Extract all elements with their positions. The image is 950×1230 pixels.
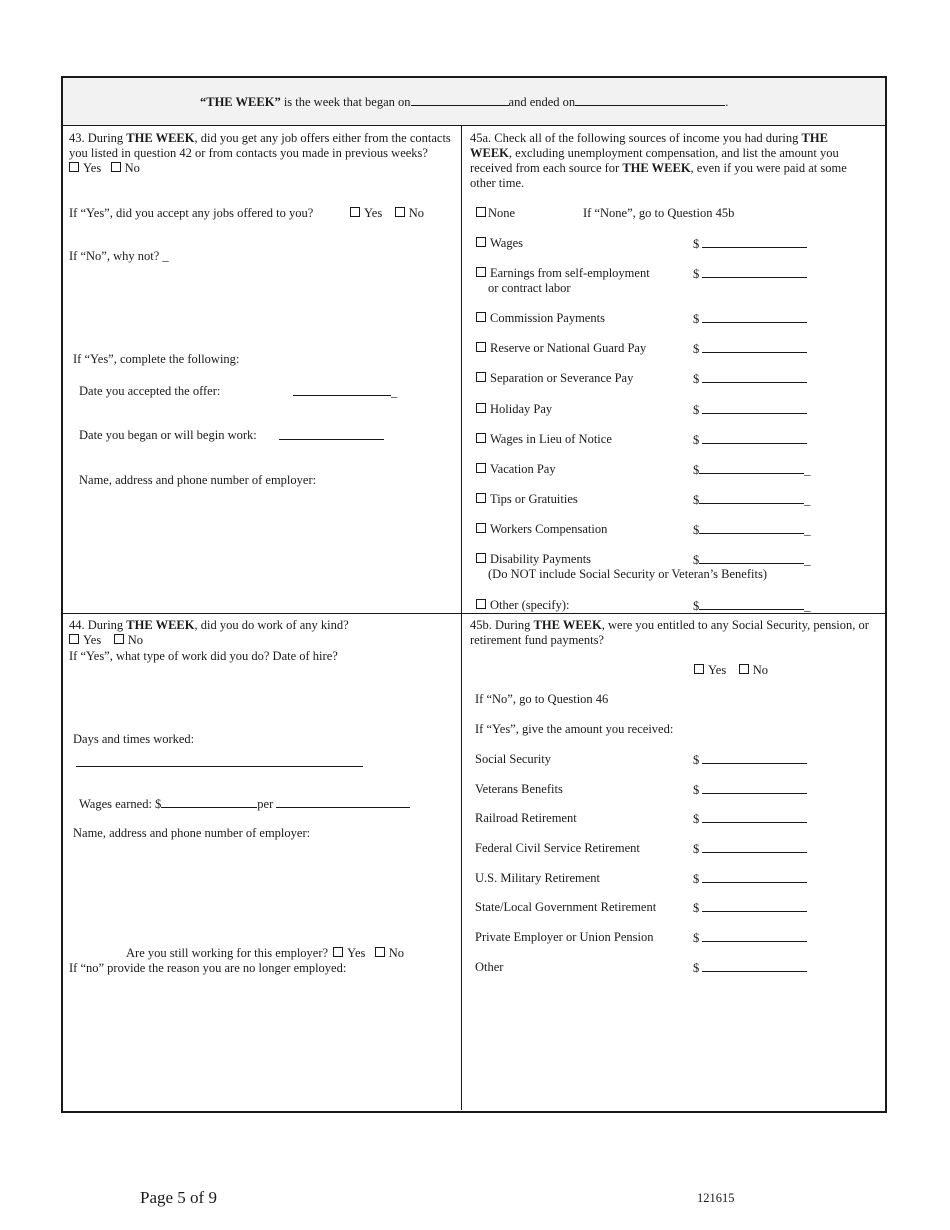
currency-symbol: $: [693, 493, 700, 507]
q43-question: 43. During THE WEEK, did you get any job offers either from the contacts you listed in question 42 or from contacts you made in previous weeks? Yes No: [69, 131, 451, 175]
q45b-benefit-amount[interactable]: [693, 782, 807, 798]
began-text: is the week that began on: [283, 95, 411, 109]
q44-still-working-no-checkbox[interactable]: [375, 947, 385, 957]
q43-accept-question: If “Yes”, did you accept any jobs offered to you?: [69, 206, 314, 220]
q43-date-began-label: Date you began or will begin work:: [79, 428, 257, 442]
q44-employer-info: Name, address and phone number of employer:: [73, 826, 311, 840]
q45a-item-label: Other (specify):: [490, 598, 570, 612]
q45a-question: 45a. Check all of the following sources of income you had during THE WEEK, excluding unemployment compensation, and list the amount you received from each source for THE WEEK, even if you were paid at some other time.: [470, 131, 847, 190]
q45a-none-option[interactable]: None: [476, 206, 515, 221]
amount-field-tail: _: [804, 523, 811, 537]
currency-symbol: $: [693, 783, 700, 797]
q45a-item-label: Earnings from self-employment: [490, 266, 650, 280]
q45b-if-no: If “No”, go to Question 46: [475, 692, 609, 706]
currency-symbol: $: [693, 342, 700, 356]
q45b-benefit-label: U.S. Military Retirement: [475, 871, 600, 885]
q45a-item-label: Tips or Gratuities: [490, 492, 578, 506]
amount-field-line[interactable]: [702, 341, 807, 353]
amount-field-line[interactable]: [702, 371, 807, 383]
q43-date-accepted-label: Date you accepted the offer:: [79, 384, 221, 398]
q45a-item-amount[interactable]: [693, 371, 807, 387]
q43-no-checkbox[interactable]: [111, 162, 121, 172]
q45a-item-checkbox[interactable]: [476, 493, 486, 503]
q45a-item-amount[interactable]: [693, 402, 807, 418]
amount-field-line[interactable]: [699, 552, 804, 564]
q45a-item-checkbox[interactable]: [476, 553, 486, 563]
q44-still-working: Are you still working for this employer? Yes No: [126, 946, 405, 960]
q45b-benefit-amount[interactable]: [693, 752, 807, 768]
currency-symbol: $: [693, 842, 700, 856]
q44-question: 44. During THE WEEK, did you do work of any kind?: [69, 618, 349, 632]
page-number: Page 5 of 9: [140, 1188, 217, 1207]
q43-accept-no-checkbox[interactable]: [395, 207, 405, 217]
amount-field-line[interactable]: [702, 266, 807, 278]
ended-text: and ended on: [508, 95, 576, 109]
currency-symbol: $: [693, 872, 700, 886]
q45a-item-checkbox[interactable]: [476, 523, 486, 533]
q44-still-working-yes-checkbox[interactable]: [333, 947, 343, 957]
q45b-yes-checkbox[interactable]: [694, 664, 704, 674]
q45a-income-item: [476, 522, 607, 537]
amount-field-line[interactable]: [702, 432, 807, 444]
q45a-item-checkbox[interactable]: [476, 312, 486, 322]
amount-field-tail: _: [804, 599, 811, 613]
q45b-question: 45b. During THE WEEK, were you entitled to any Social Security, pension, or retirement fund payments?: [470, 618, 869, 647]
q45a-item-sublabel: (Do NOT include Social Security or Veteran’s Benefits): [488, 567, 767, 581]
week-label: “THE WEEK”: [200, 95, 281, 109]
q43-yes-checkbox[interactable]: [69, 162, 79, 172]
currency-symbol: $: [693, 753, 700, 767]
q45a-item-checkbox[interactable]: [476, 372, 486, 382]
q45a-item-amount[interactable]: [693, 552, 811, 568]
q43-date-began-field[interactable]: [279, 428, 384, 444]
week-began-field[interactable]: [411, 94, 509, 106]
amount-field-tail: _: [804, 553, 811, 567]
column-divider: [461, 126, 462, 1110]
q45a-item-amount[interactable]: [693, 522, 811, 538]
q45b-benefit-label: Other: [475, 960, 504, 974]
amount-field-line[interactable]: [699, 522, 804, 534]
amount-field-line[interactable]: [702, 871, 807, 883]
amount-field-line[interactable]: [702, 752, 807, 764]
q45a-item-label: Commission Payments: [490, 311, 605, 325]
q45a-none-instruction: If “None”, go to Question 45b: [583, 206, 735, 220]
q45a-item-checkbox[interactable]: [476, 463, 486, 473]
currency-symbol: $: [693, 372, 700, 386]
q45a-item-label: Wages in Lieu of Notice: [490, 432, 612, 446]
amount-field-line[interactable]: [702, 900, 807, 912]
amount-field-line[interactable]: [702, 841, 807, 853]
amount-field-line[interactable]: [699, 492, 804, 504]
q45a-item-label: Reserve or National Guard Pay: [490, 341, 647, 355]
amount-field-line[interactable]: [702, 960, 807, 972]
currency-symbol: $: [693, 599, 700, 613]
q44-wages-earned: Wages earned: $ per: [79, 796, 410, 812]
q45a-income-item: [476, 462, 556, 477]
currency-symbol: $: [693, 553, 700, 567]
q45a-income-item: [476, 236, 523, 251]
q45a-item-amount[interactable]: [693, 462, 811, 478]
q44-days-times-field[interactable]: [76, 754, 363, 767]
amount-field-line[interactable]: [702, 236, 807, 248]
q45a-item-amount[interactable]: [693, 266, 807, 282]
q45a-item-label: Separation or Severance Pay: [490, 371, 634, 385]
amount-field-line[interactable]: [702, 311, 807, 323]
q44-no-checkbox[interactable]: [114, 634, 124, 644]
q45b-benefit-amount[interactable]: [693, 960, 807, 976]
q45b-benefit-amount[interactable]: [693, 900, 807, 916]
currency-symbol: $: [693, 901, 700, 915]
q45a-item-amount[interactable]: [693, 598, 811, 614]
amount-field-line[interactable]: [702, 930, 807, 942]
q44-yes-checkbox[interactable]: [69, 634, 79, 644]
q45a-none-checkbox[interactable]: [476, 207, 486, 217]
q44-type-of-work: If “Yes”, what type of work did you do? Date of hire?: [69, 649, 338, 663]
q45a-income-item: [476, 266, 650, 296]
q45a-income-item: [476, 402, 552, 417]
week-header-text: [200, 94, 728, 110]
q45b-benefit-amount[interactable]: [693, 930, 807, 946]
q45a-item-amount[interactable]: [693, 432, 807, 448]
q45b-options: Yes No: [694, 663, 768, 678]
q44-wages-per-field[interactable]: [276, 796, 410, 808]
amount-field-line[interactable]: [699, 462, 804, 474]
q45b-benefit-label: Social Security: [475, 752, 552, 766]
q45b-benefit-label: Private Employer or Union Pension: [475, 930, 654, 944]
q45a-income-item: [476, 432, 612, 447]
q45a-income-item: [476, 492, 578, 507]
q45a-item-label: Holiday Pay: [490, 402, 553, 416]
q45b-benefit-label: Federal Civil Service Retirement: [475, 841, 640, 855]
currency-symbol: $: [693, 433, 700, 447]
q45a-item-label: Workers Compensation: [490, 522, 608, 536]
q45a-income-item: [476, 311, 605, 326]
q45b-if-yes: If “Yes”, give the amount you received:: [475, 722, 674, 736]
header-period: .: [725, 95, 729, 109]
q44-wages-amount-field[interactable]: [161, 796, 257, 808]
q43-date-accepted-field[interactable]: _: [293, 384, 397, 400]
q45a-income-item: [476, 371, 633, 386]
q45a-income-item: [476, 341, 646, 356]
q45b-benefit-amount[interactable]: [693, 871, 807, 887]
q43-employer-info: Name, address and phone number of employer:: [79, 473, 317, 487]
currency-symbol: $: [693, 463, 700, 477]
amount-field-line[interactable]: [702, 402, 807, 414]
currency-symbol: $: [693, 403, 700, 417]
currency-symbol: $: [693, 961, 700, 975]
q45b-benefit-amount[interactable]: [693, 811, 807, 827]
q45b-benefit-label: Railroad Retirement: [475, 811, 577, 825]
week-ended-field[interactable]: [575, 94, 725, 106]
currency-symbol: $: [693, 267, 700, 281]
q45a-item-sublabel: or contract labor: [488, 281, 571, 295]
q45a-item-amount[interactable]: [693, 311, 807, 327]
q45a-item-checkbox[interactable]: [476, 599, 486, 609]
q45a-income-item: [476, 598, 569, 613]
q45b-benefit-amount[interactable]: [693, 841, 807, 857]
amount-field-line[interactable]: [699, 598, 804, 610]
amount-field-tail: _: [804, 463, 811, 477]
q45a-item-checkbox[interactable]: [476, 433, 486, 443]
amount-field-tail: _: [804, 493, 811, 507]
q44-days-times-label: Days and times worked:: [73, 732, 195, 746]
q45a-item-amount[interactable]: [693, 492, 811, 508]
q44-options: Yes No: [69, 633, 143, 648]
q43-complete-following: If “Yes”, complete the following:: [73, 352, 240, 366]
q45a-item-checkbox[interactable]: [476, 403, 486, 413]
q45a-item-label: Disability Payments: [490, 552, 592, 566]
amount-field-line[interactable]: [702, 811, 807, 823]
q43-accept-options: Yes No: [350, 206, 424, 221]
q45a-item-label: Wages: [490, 236, 524, 250]
currency-symbol: $: [693, 812, 700, 826]
q43-accept-yes-checkbox[interactable]: [350, 207, 360, 217]
q45a-item-amount[interactable]: [693, 236, 807, 252]
q45b-no-checkbox[interactable]: [739, 664, 749, 674]
amount-field-line[interactable]: [702, 782, 807, 794]
q45b-benefit-label: State/Local Government Retirement: [475, 900, 657, 914]
q45a-item-checkbox[interactable]: [476, 237, 486, 247]
q44-reason-no-longer: If “no” provide the reason you are no longer employed:: [69, 961, 347, 975]
q43-why-not: If “No”, why not? _: [69, 249, 169, 263]
q45a-item-amount[interactable]: [693, 341, 807, 357]
currency-symbol: $: [693, 523, 700, 537]
currency-symbol: $: [693, 312, 700, 326]
q45a-item-label: Vacation Pay: [490, 462, 556, 476]
currency-symbol: $: [693, 237, 700, 251]
currency-symbol: $: [693, 931, 700, 945]
form-code: 121615: [697, 1191, 735, 1205]
q45a-item-checkbox[interactable]: [476, 342, 486, 352]
q45a-item-checkbox[interactable]: [476, 267, 486, 277]
q45b-benefit-label: Veterans Benefits: [475, 782, 563, 796]
